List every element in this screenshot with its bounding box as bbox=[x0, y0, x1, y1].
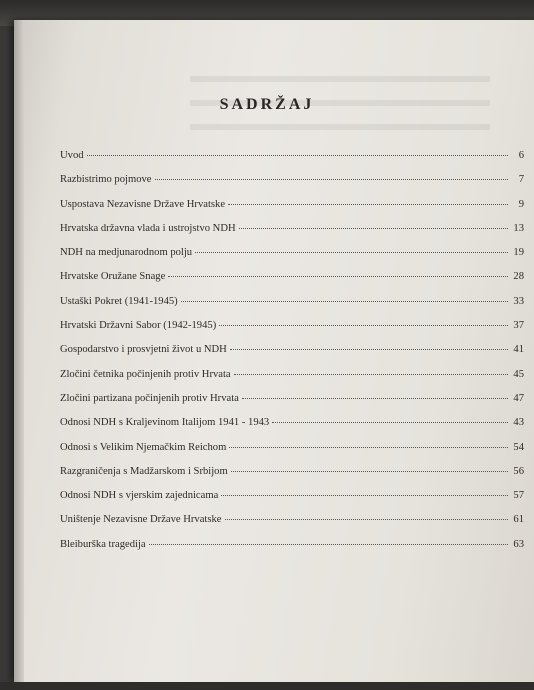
dot-leader bbox=[272, 422, 508, 423]
dot-leader bbox=[234, 374, 508, 375]
table-of-contents bbox=[60, 150, 524, 563]
toc-entry bbox=[60, 174, 524, 198]
dot-leader bbox=[219, 325, 508, 326]
toc-entry bbox=[60, 369, 524, 393]
toc-entry-page: 33 bbox=[513, 295, 524, 307]
toc-entry bbox=[60, 442, 524, 466]
toc-entry-label: Odnosi NDH s vjerskim zajednicama bbox=[60, 490, 219, 502]
toc-entry-page: 28 bbox=[513, 271, 524, 283]
toc-entry-page: 56 bbox=[513, 465, 524, 477]
toc-entry bbox=[60, 223, 524, 247]
toc-entry bbox=[60, 344, 524, 368]
toc-entry-label: Hrvatski Državni Sabor (1942-1945) bbox=[60, 320, 217, 332]
toc-entry bbox=[60, 466, 524, 490]
toc-entry-page: 37 bbox=[513, 320, 524, 332]
toc-entry-label: Ustaški Pokret (1941-1945) bbox=[60, 295, 178, 307]
dot-leader bbox=[168, 276, 508, 277]
toc-entry bbox=[60, 539, 524, 563]
toc-entry bbox=[60, 271, 524, 295]
toc-entry bbox=[60, 199, 524, 223]
toc-entry bbox=[60, 150, 524, 174]
toc-entry-page: 13 bbox=[513, 222, 524, 234]
dot-leader bbox=[231, 471, 508, 472]
toc-entry-label: Uništenje Nezavisne Države Hrvatske bbox=[60, 514, 222, 526]
toc-entry-page: 43 bbox=[513, 417, 524, 429]
toc-entry-label: Hrvatska državna vlada i ustrojstvo NDH bbox=[60, 222, 236, 234]
toc-entry-label: Hrvatske Oružane Snage bbox=[60, 271, 166, 283]
page-title: SADRŽAJ bbox=[219, 96, 315, 113]
page-binding bbox=[14, 20, 24, 682]
toc-entry bbox=[60, 320, 524, 344]
toc-entry-label: Zločini četnika počinjenih protiv Hrvata bbox=[60, 368, 231, 380]
dot-leader bbox=[181, 301, 508, 302]
toc-entry-page: 63 bbox=[513, 538, 524, 550]
background-edge-bottom bbox=[0, 682, 534, 690]
dot-leader bbox=[155, 179, 508, 180]
dot-leader bbox=[229, 447, 508, 448]
dot-leader bbox=[225, 519, 509, 520]
toc-entry-page: 9 bbox=[518, 198, 524, 210]
dot-leader bbox=[239, 228, 508, 229]
toc-entry-label: NDH na medjunarodnom polju bbox=[60, 247, 193, 259]
toc-entry-label: Razgraničenja s Madžarskom i Srbijom bbox=[60, 465, 228, 477]
toc-entry-page: 61 bbox=[513, 514, 524, 526]
toc-entry-page: 7 bbox=[518, 174, 524, 186]
toc-entry-label: Zločini partizana počinjenih protiv Hrvata bbox=[60, 392, 239, 404]
toc-entry-page: 57 bbox=[513, 490, 524, 502]
toc-entry-page: 54 bbox=[513, 441, 524, 453]
toc-entry-label: Gospodarstvo i prosvjetni život u NDH bbox=[60, 344, 227, 356]
toc-entry-page: 6 bbox=[518, 150, 524, 161]
toc-entry bbox=[60, 296, 524, 320]
toc-entry bbox=[60, 417, 524, 441]
toc-entry-page: 19 bbox=[513, 247, 524, 259]
toc-entry bbox=[60, 393, 524, 417]
toc-entry-page: 45 bbox=[513, 368, 524, 380]
toc-entry-label: Odnosi s Velikim Njemačkim Reichom bbox=[60, 441, 227, 453]
dot-leader bbox=[242, 398, 508, 399]
toc-entry-page: 47 bbox=[513, 392, 524, 404]
dot-leader bbox=[228, 204, 508, 205]
toc-entry-label: Uspostava Nezavisne Države Hrvatske bbox=[60, 198, 226, 210]
toc-entry-label: Bleiburška tragedija bbox=[60, 538, 146, 550]
dot-leader bbox=[149, 544, 508, 545]
dot-leader bbox=[230, 349, 508, 350]
toc-entry-label: Uvod bbox=[60, 150, 84, 161]
toc-entry-label: Razbistrimo pojmove bbox=[60, 174, 152, 186]
toc-entry bbox=[60, 514, 524, 538]
dot-leader bbox=[87, 155, 508, 156]
toc-entry-page: 41 bbox=[513, 344, 524, 356]
dot-leader bbox=[221, 495, 508, 496]
toc-entry bbox=[60, 247, 524, 271]
toc-entry-label: Odnosi NDH s Kraljevinom Italijom 1941 - 1943 bbox=[60, 417, 270, 429]
dot-leader bbox=[195, 252, 508, 253]
toc-entry bbox=[60, 490, 524, 514]
